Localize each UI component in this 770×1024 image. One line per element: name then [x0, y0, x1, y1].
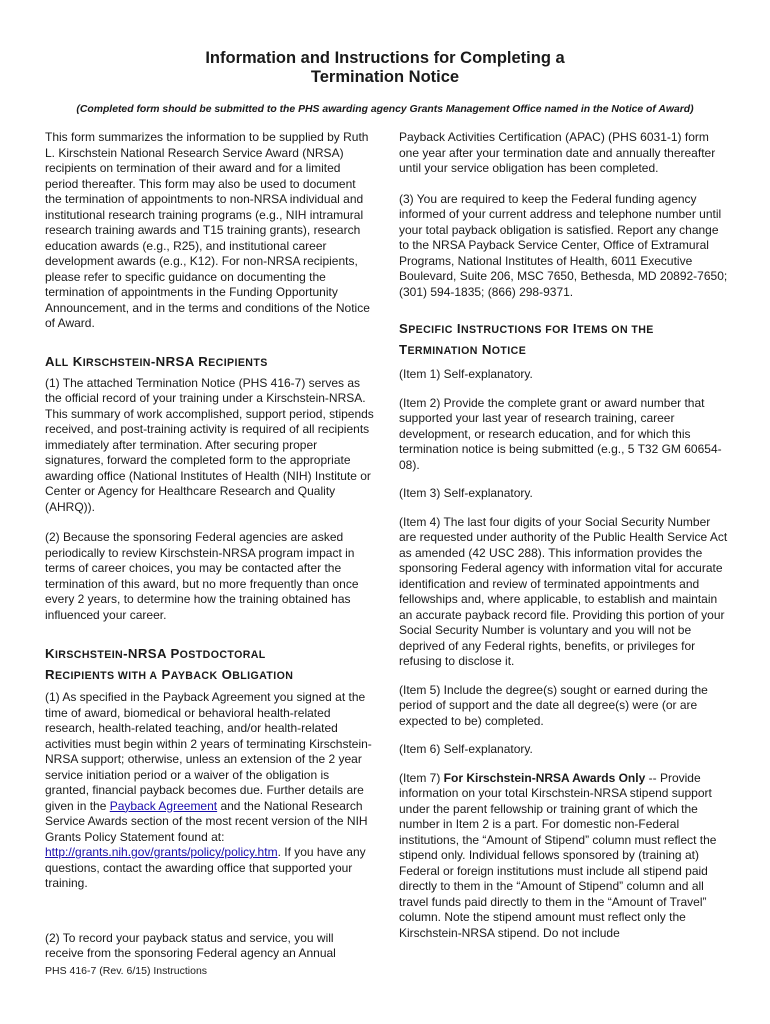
title-line-2: Termination Notice [310, 68, 460, 86]
item-7-bold: For Kirschstein-NRSA Awards Only [443, 770, 646, 785]
heading-postdoctoral-recipients: KIRSCHSTEIN-NRSA POSTDOCTORAL RECIPIENTS WITH A PAYBACK OBLIGATION [45, 646, 294, 682]
item-7: (Item 7) For Kirschstein-NRSA Awards Only -- Provide information on your total Kirschstein-NRSA stipend support under the parent fellowship or training grant of which the number in Item 2 is a part. For domestic non-Federal institutions, the “Amount of Stipend” column must reflect the stipend only. Individual fellows sponsored by (training at) Federal or foreign institutions must include all stipend paid directly to them in the “Amount of Stipend” column and all travel funds paid directly to them in the “Amount of Travel” column. Note the stipend amount must reflect only the Kirschstein-NRSA stipend. Do not include [399, 770, 717, 940]
payback-agreement-link[interactable]: Payback Agreement [109, 798, 218, 813]
title-line-1: Information and Instructions for Completing a [205, 49, 565, 67]
heading-all-recipients: ALL KIRSCHSTEIN-NRSA RECIPIENTS [45, 353, 268, 369]
intro-paragraph: This form summarizes the information to be supplied by Ruth L. Kirschstein National Research Service Award (NRSA) recipients on termination of their award and for a limited period thereafter. This form may also be used to document the termination of appointments to non-NRSA individual and institutional research training programs (e.g., NIH intramural research training awards and T15 training grants), research education awards (e.g., R25), and institutional career development awards (e.g., K12). For non-NRSA recipients, please refer to specific guidance on documenting the termination of appointments in the Funding Opportunity Announcement, and in the terms and conditions of the Notice of Award. [45, 130, 370, 330]
left-column [45, 130, 375, 962]
contact-paragraph: (3) You are required to keep the Federal funding agency informed of your current address and telephone number until your total payback obligation is satisfied. Report any change to the NRSA Payback Service Center, Office of Extramural Programs, National Institutes of Health, 6011 Executive Boulevard, Suite 206, MSC 7650, Bethesda, MD 20892-7650; (301) 594-1835; (866) 298-9371. [399, 191, 728, 299]
item-5: (Item 5) Include the degree(s) sought or earned during the period of support and the date all degree(s) were (or are expected to be) completed. [399, 682, 708, 728]
payback-paragraph-1: (1) As specified in the Payback Agreement you signed at the time of award, biomedical or behavioral health-related research, health-related teaching, and/or health-related activities must begin within 2 years of terminating Kirschstein-NRSA support; otherwise, unless an extension of the 2 year service initiation period or a waiver of the obligation is granted, financial payback becomes due. Further details are given in the Payback Agreement and the National Research Service Awards section of the most recent version of the NIH Grants Policy Statement found at: http://grants.nih.gov/grants/policy/policy.htm. If you have any questions, contact the awarding office that supported your training. [45, 690, 372, 890]
item-1: (Item 1) Self-explanatory. [399, 367, 533, 381]
item-6: (Item 6) Self-explanatory. [399, 742, 533, 756]
apac-paragraph: Payback Activities Certification (APAC) (PHS 6031-1) form one year after your termination date and annually thereafter until your service obligation has been completed. [399, 130, 716, 175]
heading-specific-instructions: SPECIFIC INSTRUCTIONS FOR ITEMS ON THE TERMINATION NOTICE [399, 321, 654, 357]
item-3: (Item 3) Self-explanatory. [399, 486, 533, 500]
right-column [399, 130, 729, 941]
all-recipients-paragraph-2: (2) Because the sponsoring Federal agencies are asked periodically to review Kirschstein-NRSA program impact in terms of career choices, you may be contacted after the termination of this award, but no more frequently than once every 2 years, to determine how the training obtained has influenced your career. [45, 530, 359, 622]
all-recipients-paragraph-1: (1) The attached Termination Notice (PHS 416-7) serves as the official record of your training under a Kirschstein-NRSA. This summary of work accomplished, support period, stipends received, and post-training activity is required of all recipients immediately after termination. After securing proper signatures, forward the completed form to the appropriate awarding office (National Institutes of Health (NIH) Institute or Center or Agency for Healthcare Research and Quality (AHRQ)). [45, 375, 374, 514]
item-4: (Item 4) The last four digits of your Social Security Number are requested under authority of the Public Health Service Act as amended (42 USC 288). This information provides the sponsoring Federal agency with information vital for accurate identification and review of terminated appointments and fellowships and, where applicable, to establish and maintain an accurate payback record file. Providing this portion of your Social Security Number is voluntary and you will not be deprived of any Federal rights, benefits, or privileges for refusing to disclose it. [399, 514, 728, 668]
grants-policy-link[interactable]: http://grants.nih.gov/grants/policy/policy.htm [45, 845, 278, 859]
form-footer: PHS 416-7 (Rev. 6/15) Instructions [45, 965, 208, 977]
item-2: (Item 2) Provide the complete grant or award number that supported your last year of research training, career development, or research education, and for which this termination notice is being submitted (e.g., 5 T32 GM 60654-08). [399, 395, 722, 472]
payback-paragraph-2: (2) To record your payback status and service, you will receive from the sponsoring Federal agency an Annual [45, 930, 336, 960]
page-title [0, 49, 770, 87]
page-subtitle: (Completed form should be submitted to the PHS awarding agency Grants Management Office named in the Notice of Award) [76, 104, 694, 115]
